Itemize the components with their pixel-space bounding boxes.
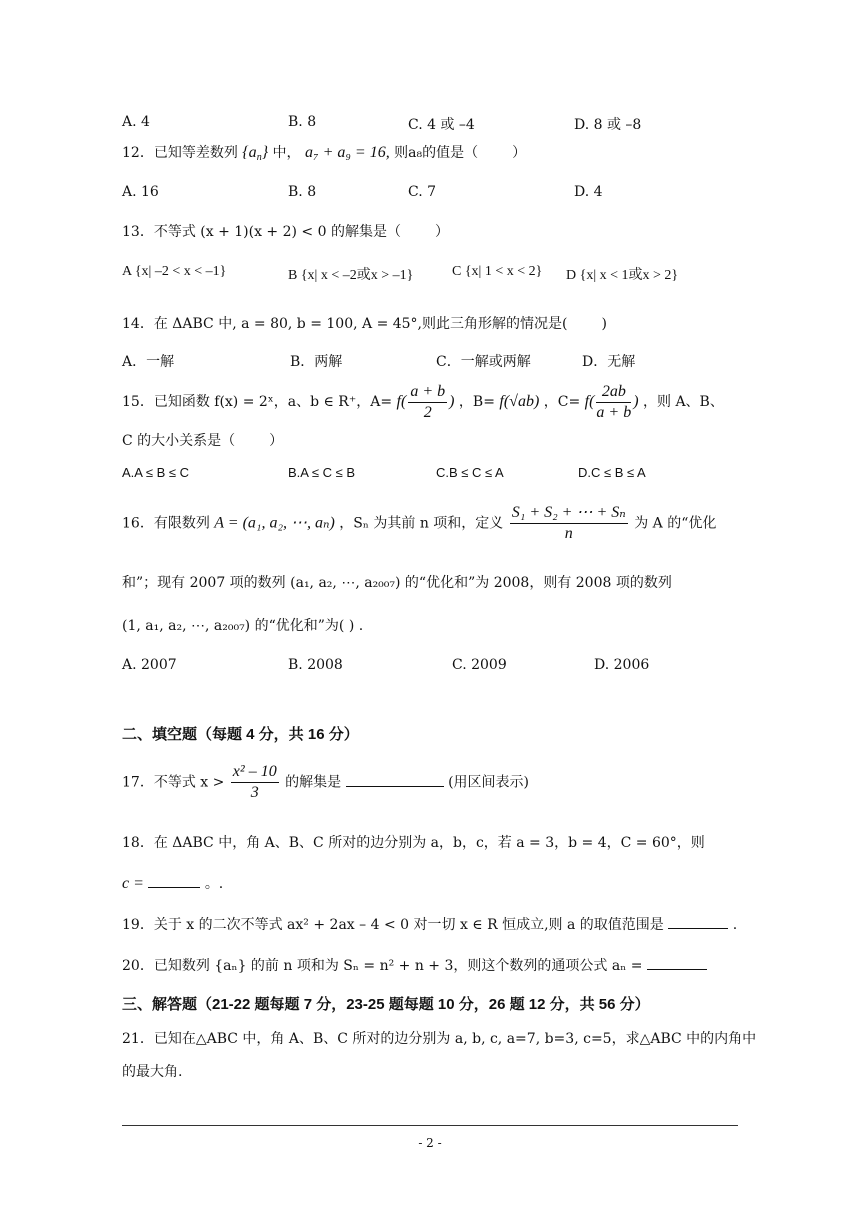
q12-condition: a₇ + a₉ = 16, bbox=[305, 144, 390, 161]
q17-fraction bbox=[231, 762, 279, 803]
q16-line1 bbox=[122, 503, 716, 544]
q14-option-a: A．一解 bbox=[122, 354, 175, 370]
q17-tail: (用区间表示) bbox=[448, 774, 529, 791]
q15-c-tail: ，则 A、B、 bbox=[643, 394, 724, 411]
q16-option-d: D. 2006 bbox=[594, 657, 650, 673]
q13-option-a: A {x| –2 < x < –1} bbox=[122, 264, 227, 279]
q13-stem: 13．不等式 (x + 1)(x + 2) < 0 的解集是（ ） bbox=[122, 224, 449, 240]
q16-option-a: A. 2007 bbox=[122, 657, 177, 673]
q11-option-a: A. 4 bbox=[122, 114, 150, 130]
page-number: - 2 - bbox=[418, 1136, 442, 1150]
q12-option-b: B. 8 bbox=[288, 184, 317, 200]
q12-option-d: D. 4 bbox=[574, 184, 603, 200]
q19-answer-blank[interactable] bbox=[668, 914, 728, 929]
q20-answer-blank[interactable] bbox=[647, 955, 707, 970]
q21-line2: 的最大角. bbox=[122, 1064, 183, 1080]
q16-line3: (1, a₁, a₂, ⋯, a₂₀₀₇) 的“优化和”为( ) . bbox=[122, 618, 364, 634]
q13-option-b: B {x| x < –2或x > –1} bbox=[288, 268, 414, 283]
q15-option-a: A.A ≤ B ≤ C bbox=[122, 465, 190, 480]
q16-frac-num: S₁ + S₂ + ⋯ + Sₙ bbox=[510, 503, 628, 524]
section-2-heading: 二、填空题（每题 4 分，共 16 分） bbox=[122, 726, 359, 743]
q17-frac-den: 3 bbox=[250, 784, 259, 801]
section-3-heading: 三、解答题（21-22 题每题 7 分，23-25 题每题 10 分，26 题 12 分，共 56 分） bbox=[122, 996, 650, 1013]
q17-stem bbox=[122, 762, 529, 803]
q15-stem bbox=[122, 382, 724, 423]
q15-option-d: D.C ≤ B ≤ A bbox=[578, 465, 646, 480]
q14-stem: 14．在 ΔABC 中, a = 80, b = 100, A = 45°,则此三角形解的情况是( ) bbox=[122, 316, 607, 332]
q16-line2: 和”；现有 2007 项的数列 (a₁, a₂, ⋯, a₂₀₀₇) 的“优化和”为 2008，则有 2008 项的数列 bbox=[122, 575, 672, 591]
q13-stem-text: 13．不等式 (x + 1)(x + 2) < 0 的解集是（ bbox=[122, 224, 401, 240]
q11-option-c: C. 4 或 –4 bbox=[408, 117, 475, 133]
q18-line2-post: 。. bbox=[204, 876, 224, 892]
q13-option-d: D {x| x < 1或x > 2} bbox=[566, 268, 679, 283]
q11-option-d: D. 8 或 –8 bbox=[574, 117, 642, 133]
q18-answer-blank[interactable] bbox=[148, 873, 200, 888]
q16-frac-den: n bbox=[564, 525, 573, 542]
q13-option-c: C {x| 1 < x < 2} bbox=[452, 264, 543, 279]
q14-option-c: C．一解或两解 bbox=[436, 354, 531, 370]
q11-option-b: B. 8 bbox=[288, 114, 317, 130]
q16-fraction bbox=[510, 503, 628, 544]
q21-line1: 21．已知在△ABC 中，角 A、B、C 所对的边分别为 a, b, c, a=7, b=3, c=5，求△ABC 中的内角中 bbox=[122, 1031, 757, 1047]
q15-c-expr: f( $\frac{2ab}{a + b}$ ) bbox=[584, 383, 639, 421]
q17-post: 的解集是 bbox=[285, 774, 342, 791]
q16-line1-mid: ，Sₙ 为其前 n 项和，定义 bbox=[339, 515, 504, 532]
q16-option-c: C. 2009 bbox=[452, 657, 507, 673]
q16-line1-pre: 16．有限数列 bbox=[122, 515, 210, 532]
q12-option-a: A. 16 bbox=[122, 184, 159, 200]
q15-b-label: ，B= bbox=[458, 394, 495, 411]
q20-stem bbox=[122, 955, 707, 975]
q12-stem-post: 则a₈的值是（ bbox=[394, 145, 479, 161]
q12-stem-mid: 中， bbox=[272, 145, 301, 161]
footer-divider bbox=[122, 1125, 738, 1126]
q15-c-label: ，C= bbox=[543, 394, 581, 411]
q15-stem-pre: 15．已知函数 f(x) = 2ˣ，a、b ∈ R⁺，A= bbox=[122, 394, 393, 411]
q12-option-c: C. 7 bbox=[408, 184, 437, 200]
q18-c-label: c = bbox=[122, 875, 144, 892]
q17-pre: 17．不等式 x > bbox=[122, 774, 225, 791]
q14-stem-text: 14．在 ΔABC 中, a = 80, b = 100, A = 45°,则此三角形解的情况是( bbox=[122, 316, 568, 332]
q18-line2 bbox=[122, 873, 223, 893]
q15-b-expr: f(√ab) bbox=[499, 393, 540, 411]
q15-option-c: C.B ≤ C ≤ A bbox=[436, 465, 504, 480]
q12-sequence: $\{a_n\}$ bbox=[242, 144, 269, 163]
q17-answer-blank[interactable] bbox=[346, 772, 444, 787]
q17-frac-num: x² – 10 bbox=[231, 762, 279, 783]
q16-option-b: B. 2008 bbox=[288, 657, 343, 673]
q18-line1: 18．在 ΔABC 中，角 A、B、C 所对的边分别为 a，b，c，若 a = 3，b = 4，C = 60°，则 bbox=[122, 835, 705, 851]
q16-sequence: A = (a₁, a₂, ⋯, aₙ) bbox=[214, 514, 335, 532]
q19-pre: 19．关于 x 的二次不等式 ax² + 2ax – 4 < 0 对一切 x ∈ R 恒成立,则 a 的取值范围是 bbox=[122, 917, 664, 933]
q19-stem bbox=[122, 914, 737, 934]
q16-line1-post: 为 A 的“优化 bbox=[634, 515, 717, 532]
q15-option-b: B.A ≤ C ≤ B bbox=[288, 465, 356, 480]
q15-stem-line2: C 的大小关系是（ ） bbox=[122, 433, 284, 449]
q15-a-expr: f( $\frac{a + b}{2}$ ) bbox=[396, 383, 455, 421]
q15-stem-line2-text: C 的大小关系是（ bbox=[122, 433, 236, 449]
q19-post: . bbox=[732, 917, 738, 933]
q20-pre: 20．已知数列 {aₙ} 的前 n 项和为 Sₙ = n² + n + 3，则这个数列的通项公式 aₙ = bbox=[122, 958, 643, 974]
q14-option-b: B．两解 bbox=[290, 354, 343, 370]
q12-stem: 12．已知等差数列 $\{a_n\}$ 中， a₇ + a₉ = 16, 则a₈的值是（ ） bbox=[122, 144, 527, 163]
q14-option-d: D．无解 bbox=[582, 354, 636, 370]
q12-stem-pre: 12．已知等差数列 bbox=[122, 145, 238, 161]
